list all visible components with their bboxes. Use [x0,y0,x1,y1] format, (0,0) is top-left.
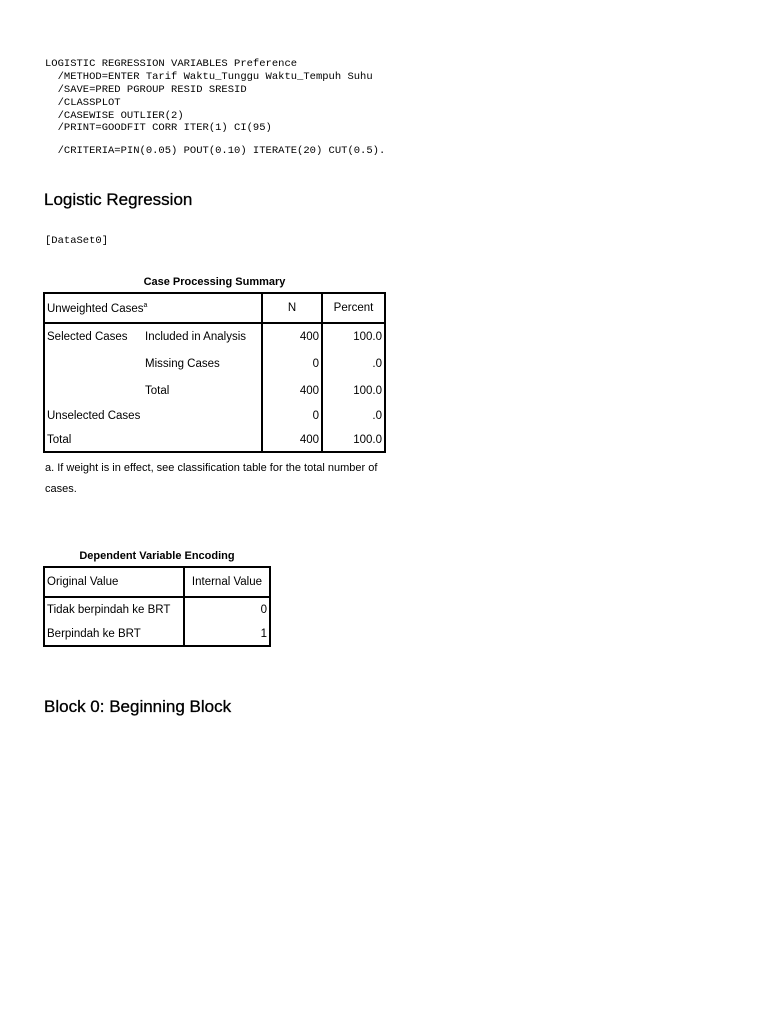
row-n: 400 [262,323,322,350]
table-header-row [44,567,270,597]
row-internal-value: 0 [184,597,270,622]
table-row [44,404,385,428]
header-original-value: Original Value [47,576,119,588]
case-processing-table [43,292,386,453]
row-n: 400 [262,428,322,452]
dependent-encoding-title: Dependent Variable Encoding [79,550,235,562]
syntax-block [45,58,385,158]
row-sub-label: Total [145,384,170,397]
table-row [44,622,270,646]
row-original-value: Berpindah ke BRT [47,627,141,640]
header-unweighted-cases: Unweighted Cases$^a$ [47,301,148,315]
row-percent: 100.0 [322,428,385,452]
row-percent: .0 [322,404,385,428]
syntax-line: /PRINT=GOODFIT CORR ITER(1) CI(95) [45,122,272,135]
case-processing-title: Case Processing Summary [143,276,286,288]
section-heading-block-0: Block 0: Beginning Block [44,697,232,716]
row-percent: 100.0 [322,323,385,350]
table-row [44,597,270,622]
row-original-value: Tidak berpindah ke BRT [47,604,171,616]
row-sub-label: Missing Cases [145,357,220,370]
row-n: 0 [262,350,322,377]
row-group-label [44,377,143,404]
syntax-line: /CLASSPLOT [45,96,121,109]
row-group-label: Total [47,433,72,446]
syntax-line: /CASEWISE OUTLIER(2) [45,109,184,122]
row-internal-value: 1 [184,622,270,646]
table-row [44,428,385,452]
row-group-label: Unselected Cases [47,410,141,422]
header-internal-value: Internal Value [184,567,270,597]
row-percent: 100.0 [322,377,385,404]
syntax-line: /CRITERIA=PIN(0.05) POUT(0.10) ITERATE(20) CUT(0.5). [45,145,386,158]
dependent-encoding-table [43,566,271,647]
table-footnote: a. If weight is in effect, see classification table for the total number of cases. [45,462,378,495]
header-percent: Percent [322,293,385,323]
row-n: 0 [262,404,322,428]
dataset-label: [DataSet0] [45,235,109,247]
header-n: N [262,293,322,323]
section-heading-logistic-regression: Logistic Regression [44,190,193,209]
table-row [44,350,385,377]
table-row [44,323,385,350]
syntax-line: LOGISTIC REGRESSION VARIABLES Preference [45,58,298,70]
row-group-label: Selected Cases [47,331,128,343]
syntax-line: /SAVE=PRED PGROUP RESID SRESID [45,83,247,96]
row-percent: .0 [322,350,385,377]
table-row [44,377,385,404]
syntax-line: /METHOD=ENTER Tarif Waktu_Tunggu Waktu_Tempuh Suhu [45,70,373,83]
row-group-label [44,350,143,377]
row-n: 400 [262,377,322,404]
row-sub-label: Included in Analysis [145,331,247,343]
table-header-row [44,293,385,323]
